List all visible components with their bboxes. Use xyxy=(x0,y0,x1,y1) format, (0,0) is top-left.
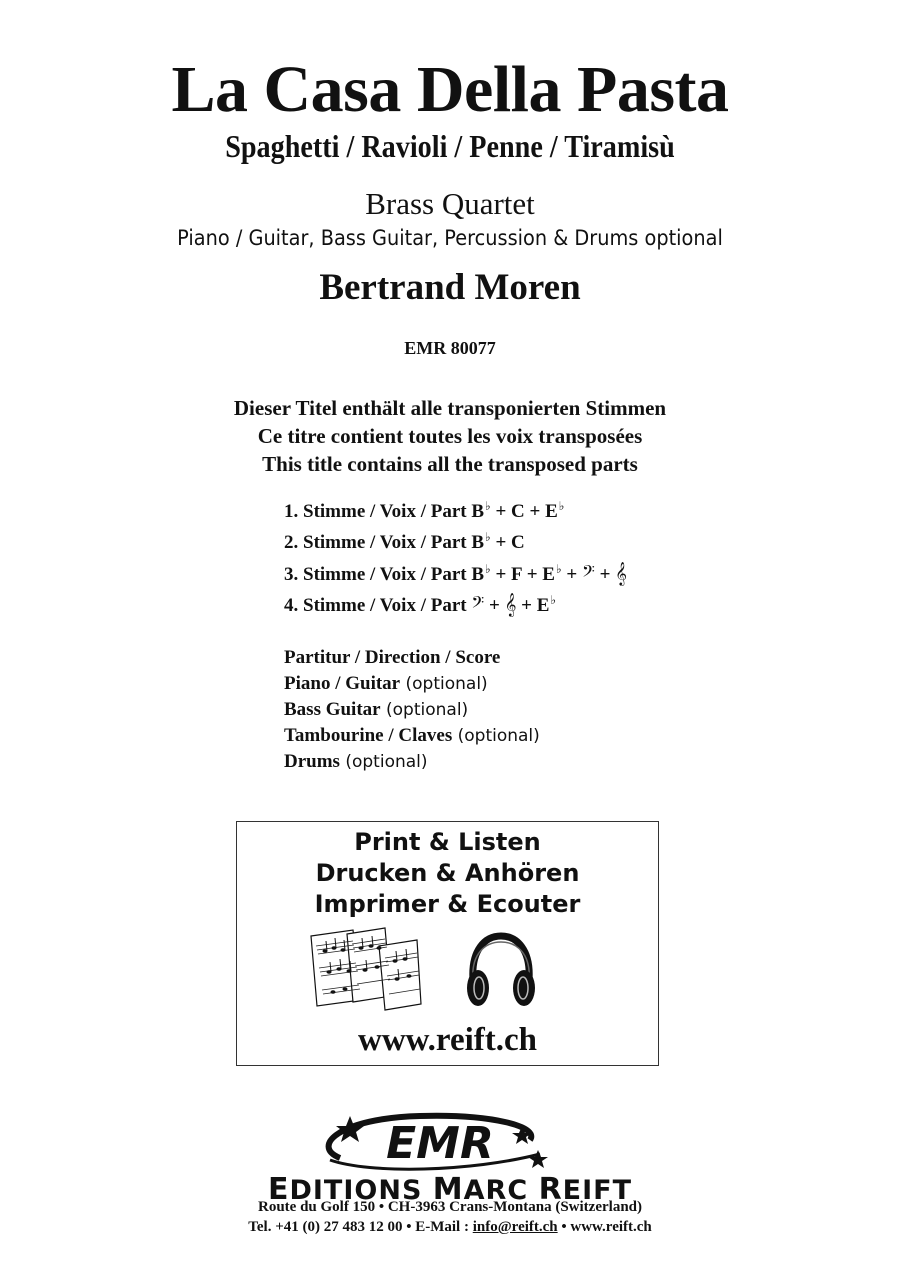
material-optional: (optional) xyxy=(380,700,469,720)
part-keys: B♭ + C + E♭ xyxy=(471,499,565,522)
material-name: Partitur / Direction / Score xyxy=(284,647,501,668)
material-optional: (optional) xyxy=(339,752,428,772)
subtitle: Spaghetti / Ravioli / Penne / Tiramisù xyxy=(225,128,675,164)
material-item xyxy=(284,723,540,749)
part-item xyxy=(284,528,627,559)
sheet-music-icon xyxy=(305,926,423,1011)
flat-icon: ♭ xyxy=(485,562,491,576)
part-keys: B♭ + C xyxy=(471,529,525,553)
website-link[interactable]: www.reift.ch xyxy=(357,1022,538,1058)
part-item xyxy=(284,497,627,528)
part-item xyxy=(284,558,627,589)
flat-icon: ♭ xyxy=(485,529,491,544)
materials-list xyxy=(284,645,540,775)
part-item xyxy=(284,589,627,620)
material-item xyxy=(284,697,540,723)
part-label: 4. Stimme / Voix / Part xyxy=(284,594,467,616)
emr-logo-text: EMR xyxy=(386,1118,494,1169)
notice-german: Dieser Titel enthält alle transponierten Stimmen xyxy=(233,396,667,420)
email-link[interactable]: info@reift.ch xyxy=(472,1219,558,1235)
flat-icon: ♭ xyxy=(555,562,562,576)
part-label: 1. Stimme / Voix / Part xyxy=(284,501,467,522)
emr-logo xyxy=(300,1106,570,1178)
instrumentation: Piano / Guitar, Bass Guitar, Percussion & Drums optional xyxy=(177,226,723,250)
material-item xyxy=(284,749,540,775)
bass-clef-icon: 𝄢 xyxy=(471,591,485,616)
headphones-icon xyxy=(465,932,537,1012)
print-listen-box[interactable] xyxy=(236,821,659,1066)
flat-icon: ♭ xyxy=(485,499,491,513)
ensemble: Brass Quartet xyxy=(365,186,535,221)
part-label: 2. Stimme / Voix / Part xyxy=(284,531,467,553)
promo-line-print-listen: Print & Listen xyxy=(354,828,541,856)
flat-icon: ♭ xyxy=(558,499,565,513)
material-name: Piano / Guitar xyxy=(284,673,401,694)
composer: Bertrand Moren xyxy=(319,267,581,308)
publisher-name: EDITIONS MARC REIFT xyxy=(267,1172,633,1207)
part-label: 3. Stimme / Voix / Part xyxy=(284,564,467,585)
material-name: Bass Guitar xyxy=(284,699,381,720)
parts-list xyxy=(284,497,627,619)
treble-clef-icon: 𝄞 xyxy=(504,591,517,616)
material-optional: (optional) xyxy=(452,726,540,746)
material-name: Tambourine / Claves xyxy=(284,725,453,746)
notice-english: This title contains all the transposed parts xyxy=(262,452,638,476)
promo-line-drucken-anhoren: Drucken & Anhören xyxy=(315,859,580,887)
catalog-number: EMR 80077 xyxy=(404,338,496,358)
material-item xyxy=(284,645,540,671)
notice-french: Ce titre contient toutes les voix transposées xyxy=(257,424,643,448)
publisher-address: Route du Golf 150 • CH-3963 Crans-Montana (Switzerland) xyxy=(258,1199,642,1215)
material-item xyxy=(284,671,540,697)
part-keys: 𝄢 + 𝄞 + E♭ xyxy=(471,591,557,616)
material-optional: (optional) xyxy=(400,674,488,694)
promo-line-imprimer-ecouter: Imprimer & Ecouter xyxy=(314,890,581,918)
treble-clef-icon: 𝄞 xyxy=(615,561,627,585)
material-name: Drums xyxy=(284,751,340,772)
part-keys: B♭ + F + E♭ + 𝄢 + 𝄞 xyxy=(471,561,627,585)
flat-icon: ♭ xyxy=(550,592,557,607)
title: La Casa Della Pasta xyxy=(171,53,729,126)
publisher-contact: Tel. +41 (0) 27 483 12 00 • E-Mail : info@reift.ch • www.reift.ch xyxy=(248,1219,652,1235)
bass-clef-icon: 𝄢 xyxy=(581,561,595,585)
